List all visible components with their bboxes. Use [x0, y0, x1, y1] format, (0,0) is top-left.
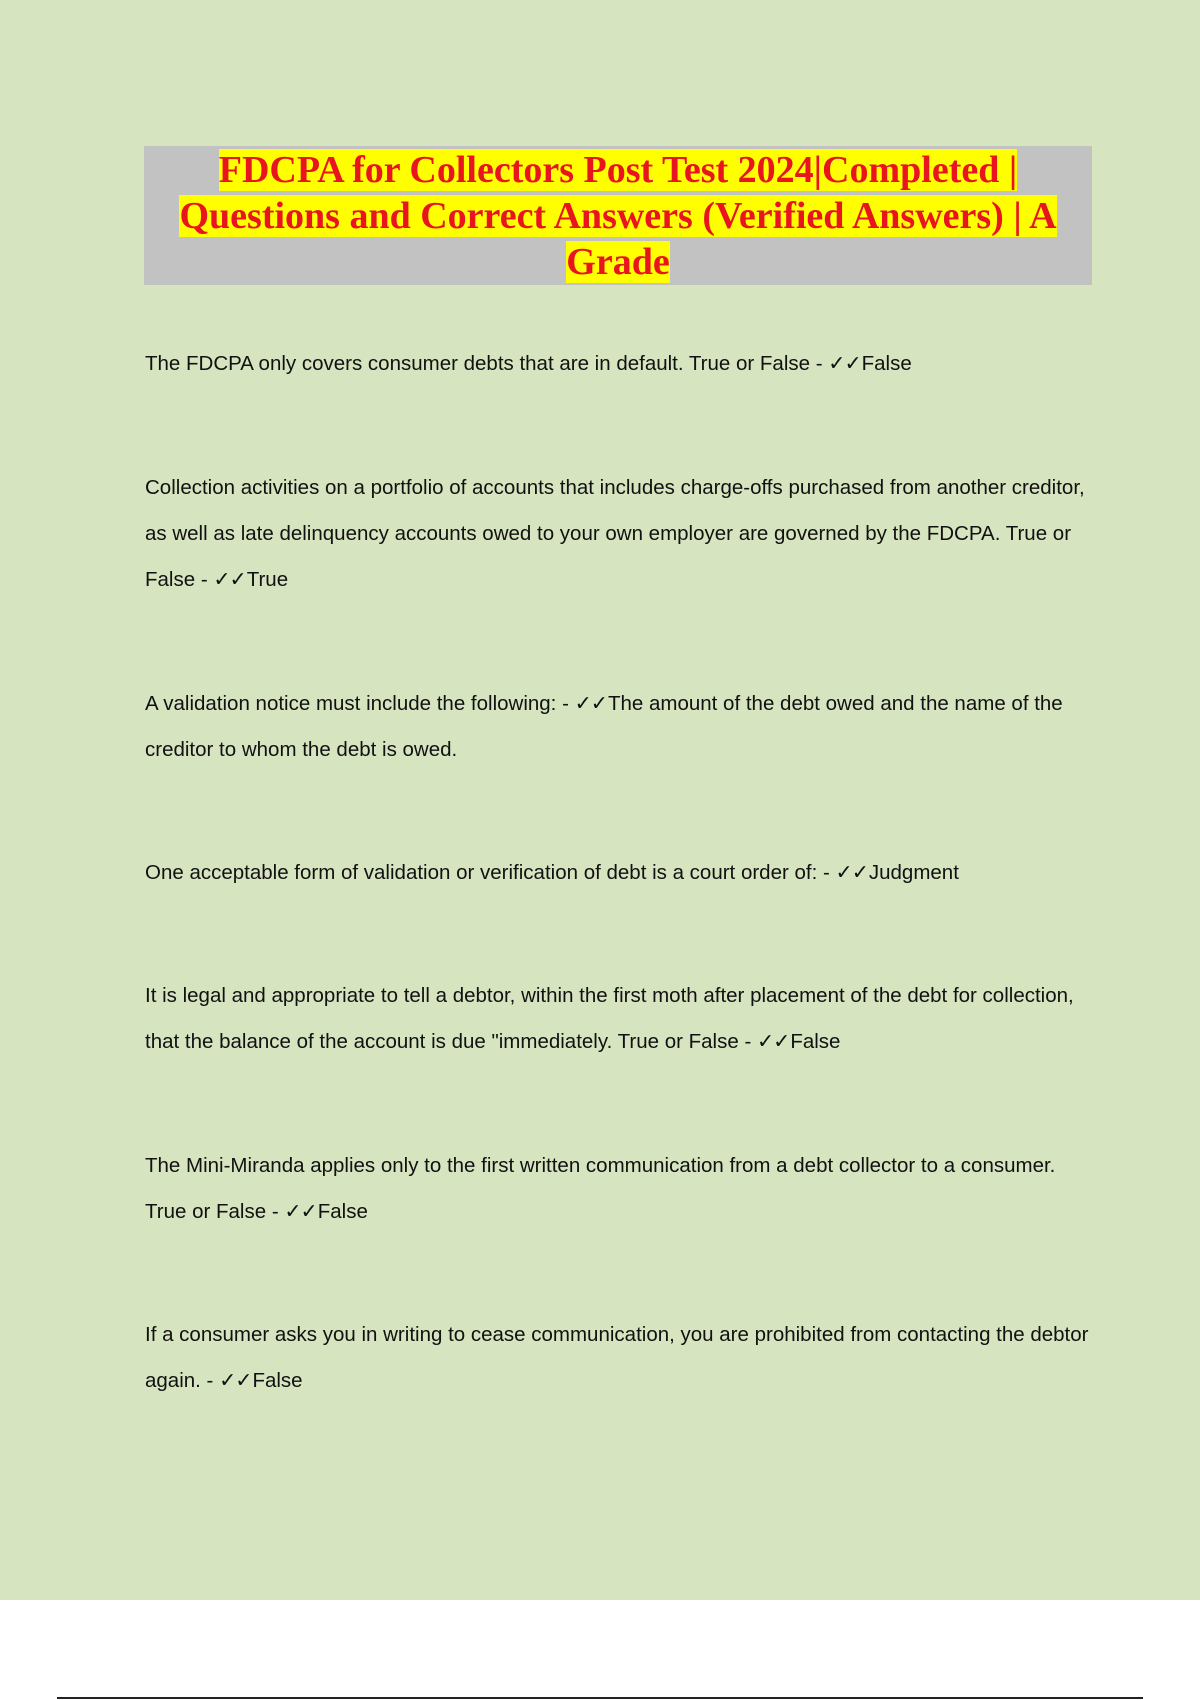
double-check-icon: ✓✓ — [284, 1200, 317, 1223]
answer-separator: - — [810, 352, 829, 375]
question-text: The Mini-Miranda applies only to the first written communication from a debt collector to a consumer. True or False — [145, 1154, 1056, 1223]
qa-item — [145, 973, 1095, 1065]
answer-text: False — [790, 1030, 841, 1053]
double-check-icon: ✓✓ — [574, 692, 607, 715]
double-check-icon: ✓✓ — [213, 568, 246, 591]
footer-divider — [57, 1697, 1143, 1699]
answer-separator: - — [817, 861, 836, 884]
document-title — [144, 147, 1092, 285]
answer-text: False — [252, 1369, 303, 1392]
title-banner — [144, 146, 1092, 285]
question-text: One acceptable form of validation or verification of debt is a court order of: — [145, 861, 818, 884]
double-check-icon: ✓✓ — [756, 1030, 790, 1053]
answer-separator: - — [266, 1200, 285, 1223]
question-text: Collection activities on a portfolio of accounts that includes charge-offs purchased from another creditor, as well as late delinquency accounts owed to your own employer are governed by the FDCPA. True or False — [145, 476, 1085, 591]
qa-item — [145, 1312, 1095, 1404]
qa-item — [145, 341, 1095, 387]
question-text: A validation notice must include the following: — [145, 692, 557, 715]
answer-separator: - — [195, 568, 214, 591]
answer-separator: - — [738, 1030, 757, 1053]
answer-text: Judgment — [868, 861, 959, 884]
question-text: If a consumer asks you in writing to cease communication, you are prohibited from contacting the debtor again. — [145, 1323, 1089, 1392]
answer-text: False — [861, 352, 912, 375]
question-text: It is legal and appropriate to tell a debtor, within the first moth after placement of the debt for collection, that the balance of the account is due "immediately. True or False — [145, 984, 1074, 1053]
answer-separator: - — [556, 692, 575, 715]
answer-text: True — [246, 568, 289, 591]
qa-item — [145, 681, 1095, 773]
qa-item — [145, 850, 1095, 896]
qa-item — [145, 465, 1095, 603]
answer-text: False — [317, 1200, 368, 1223]
title-highlight: FDCPA for Collectors Post Test 2024|Completed | Questions and Correct Answers (Verified Answers) | A Grade — [179, 148, 1057, 283]
double-check-icon: ✓✓ — [219, 1369, 252, 1392]
answer-separator: - — [200, 1369, 220, 1392]
double-check-icon: ✓✓ — [835, 861, 868, 884]
qa-item — [145, 1143, 1095, 1235]
double-check-icon: ✓✓ — [828, 352, 861, 375]
question-text: The FDCPA only covers consumer debts that are in default. True or False — [145, 352, 811, 375]
answer-text: The amount of the debt owed and the name of the creditor to whom the debt is owed. — [145, 692, 1063, 761]
